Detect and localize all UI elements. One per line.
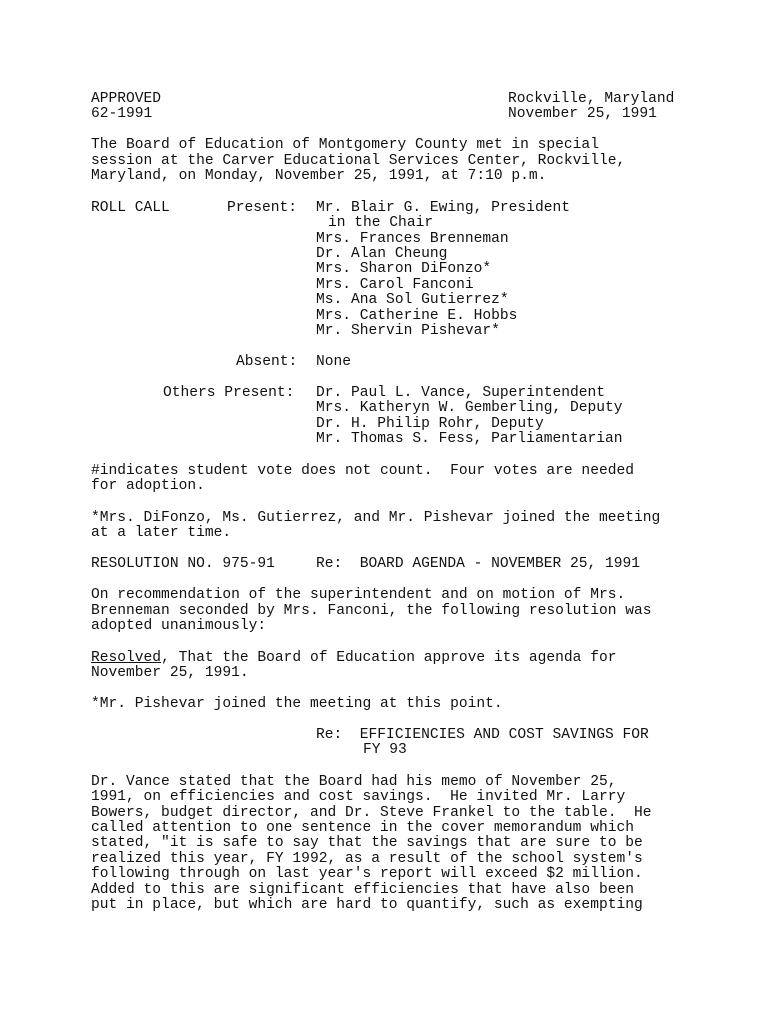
absent-value: None xyxy=(316,354,352,370)
resolution-body-line: Brenneman seconded by Mrs. Fanconi, the following resolution was xyxy=(91,603,652,619)
others-present-member: Dr. Paul L. Vance, Superintendent xyxy=(316,385,606,401)
others-present-member: Mrs. Katheryn W. Gemberling, Deputy xyxy=(316,400,623,416)
efficiencies-body-line: following through on last year's report will exceed $2 million. xyxy=(91,866,643,882)
meeting-date: November 25, 1991 xyxy=(508,106,657,122)
resolved-line: November 25, 1991. xyxy=(91,665,249,681)
present-member: Mr. Blair G. Ewing, President xyxy=(316,200,570,216)
efficiencies-body-line: Bowers, budget director, and Dr. Steve Frankel to the table. He xyxy=(91,805,652,821)
efficiencies-body-line: Dr. Vance stated that the Board had his memo of November 25, xyxy=(91,774,617,790)
efficiencies-body-line: stated, "it is safe to say that the savings that are sure to be xyxy=(91,835,643,851)
present-member: Mrs. Sharon DiFonzo* xyxy=(316,261,492,277)
efficiencies-body-line: put in place, but which are hard to quantify, such as exempting xyxy=(91,897,643,913)
minutes-number: 62-1991 xyxy=(91,106,153,122)
resolution-subject: Re: BOARD AGENDA - NOVEMBER 25, 1991 xyxy=(316,556,641,572)
efficiencies-body-line: 1991, on efficiencies and cost savings. He invited Mr. Larry xyxy=(91,789,626,805)
resolution-body-line: On recommendation of the superintendent and on motion of Mrs. xyxy=(91,587,626,603)
intro-line: The Board of Education of Montgomery County met in special xyxy=(91,137,599,153)
present-member: Mr. Shervin Pishevar* xyxy=(316,323,500,339)
vote-note-line: for adoption. xyxy=(91,478,205,494)
roll-call-label: ROLL CALL xyxy=(91,200,170,216)
others-present-member: Mr. Thomas S. Fess, Parliamentarian xyxy=(316,431,623,447)
intro-line: session at the Carver Educational Services Center, Rockville, xyxy=(91,153,626,169)
meeting-location: Rockville, Maryland xyxy=(508,91,675,107)
present-member: Mrs. Carol Fanconi xyxy=(316,277,474,293)
present-member: Dr. Alan Cheung xyxy=(316,246,448,262)
efficiencies-subject: Re: EFFICIENCIES AND COST SAVINGS FOR xyxy=(316,727,649,743)
present-member: Mrs. Frances Brenneman xyxy=(316,231,509,247)
efficiencies-body-line: realized this year, FY 1992, as a result of the school system's xyxy=(91,851,643,867)
efficiencies-body-line: called attention to one sentence in the cover memorandum which xyxy=(91,820,634,836)
resolved-word: Resolved xyxy=(91,650,162,666)
late-note-line: at a later time. xyxy=(91,525,232,541)
late-note-line: *Mrs. DiFonzo, Ms. Gutierrez, and Mr. Pishevar joined the meeting xyxy=(91,510,661,526)
efficiencies-subject: FY 93 xyxy=(363,742,407,758)
resolution-body-line: adopted unanimously: xyxy=(91,618,267,634)
present-label: Present: xyxy=(227,200,298,216)
others-present-label: Others Present: xyxy=(163,385,295,401)
present-member: Mrs. Catherine E. Hobbs xyxy=(316,308,518,324)
vote-note-line: #indicates student vote does not count. Four votes are needed xyxy=(91,463,634,479)
present-member: in the Chair xyxy=(328,215,434,231)
absent-label: Absent: xyxy=(236,354,298,370)
pishevar-note: *Mr. Pishevar joined the meeting at this point. xyxy=(91,696,503,712)
intro-line: Maryland, on Monday, November 25, 1991, at 7:10 p.m. xyxy=(91,168,547,184)
efficiencies-body-line: Added to this are significant efficiencies that have also been xyxy=(91,882,634,898)
present-member: Ms. Ana Sol Gutierrez* xyxy=(316,292,509,308)
resolution-number: RESOLUTION NO. 975-91 xyxy=(91,556,275,572)
approval-status: APPROVED xyxy=(91,91,162,107)
others-present-member: Dr. H. Philip Rohr, Deputy xyxy=(316,416,544,432)
resolved-text: , That the Board of Education approve its agenda for xyxy=(161,650,617,666)
